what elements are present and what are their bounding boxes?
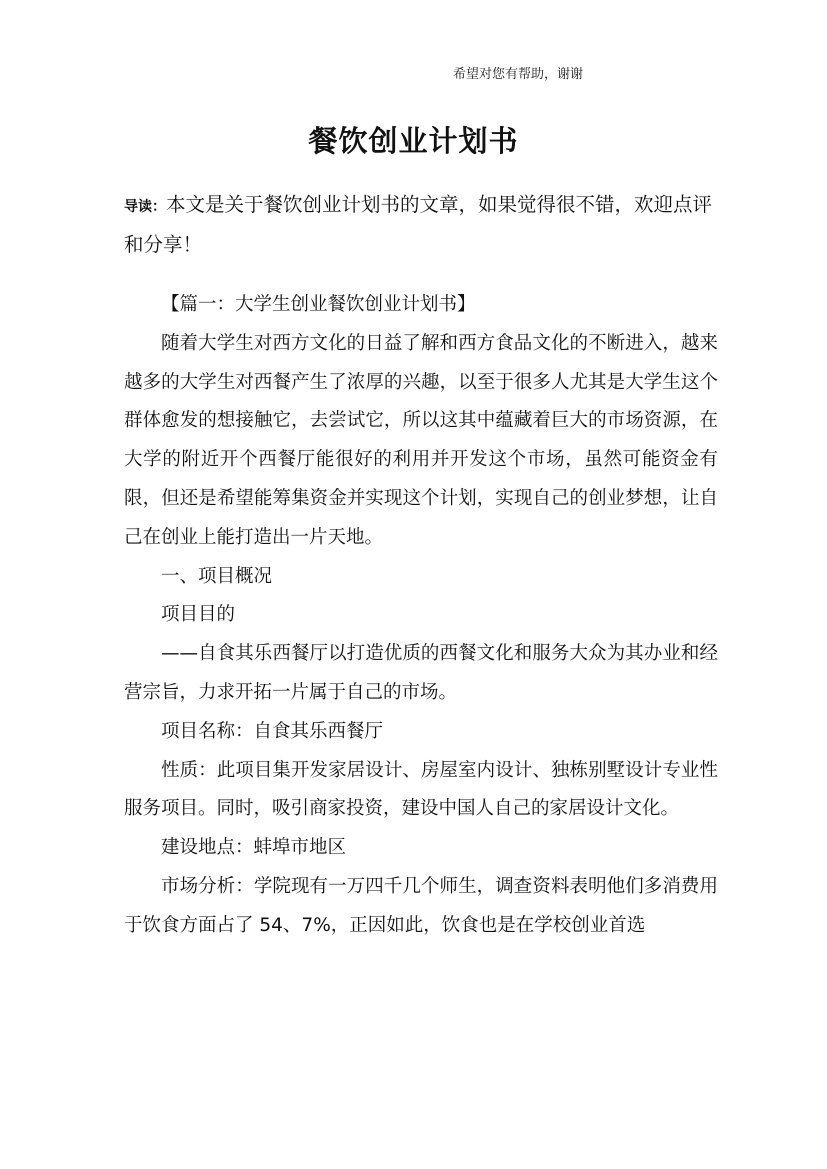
intro-lead: 导读：: [124, 199, 166, 215]
intro-paragraph: [124, 186, 724, 264]
body-paragraph: 项目目的: [161, 604, 236, 626]
body-paragraph: 性质：此项目集开发家居设计、房屋室内设计、独栋别墅设计专业性服务项目。同时，吸引商家投资，建设中国人自己的家居设计文化。: [124, 759, 718, 820]
body-paragraph: 项目名称：自食其乐西餐厅: [161, 720, 384, 742]
document-title: 餐饮创业计划书: [308, 124, 519, 158]
document-body: [124, 286, 718, 946]
intro-text: 本文是关于餐饮创业计划书的文章，如果觉得很不错，欢迎点评和分享！: [124, 193, 713, 256]
body-paragraph: 市场分析：学院现有一万四千几个师生，调查资料表明他们多消费用于饮食方面占了 54、7%，正因如此，饮食也是在学校创业首选: [124, 875, 718, 936]
body-paragraph: ——自食其乐西餐厅以打造优质的西餐文化和服务大众为其办业和经营宗旨，力求开拓一片属于自己的市场。: [124, 643, 718, 703]
body-paragraph: 随着大学生对西方文化的日益了解和西方食品文化的不断进入，越来越多的大学生对西餐产生了浓厚的兴趣，以至于很多人尤其是大学生这个群体愈发的想接触它，去尝试它，所以这其中蕴藏着巨大的市场资源，在大学的附近开个西餐厅能很好的利用并开发这个市场，虽然可能资金有限，但还是希望能筹集资金并实现这个计划，实现自己的创业梦想，让自己在创业上能打造出一片天地。: [124, 332, 718, 548]
header-note: 希望对您有帮助，谢谢: [453, 67, 584, 82]
body-paragraph: 建设地点：蚌埠市地区: [161, 837, 347, 859]
section-heading: 【篇一：大学生创业餐饮创业计划书】: [161, 294, 476, 315]
section-heading: 一、项目概况: [161, 565, 273, 587]
